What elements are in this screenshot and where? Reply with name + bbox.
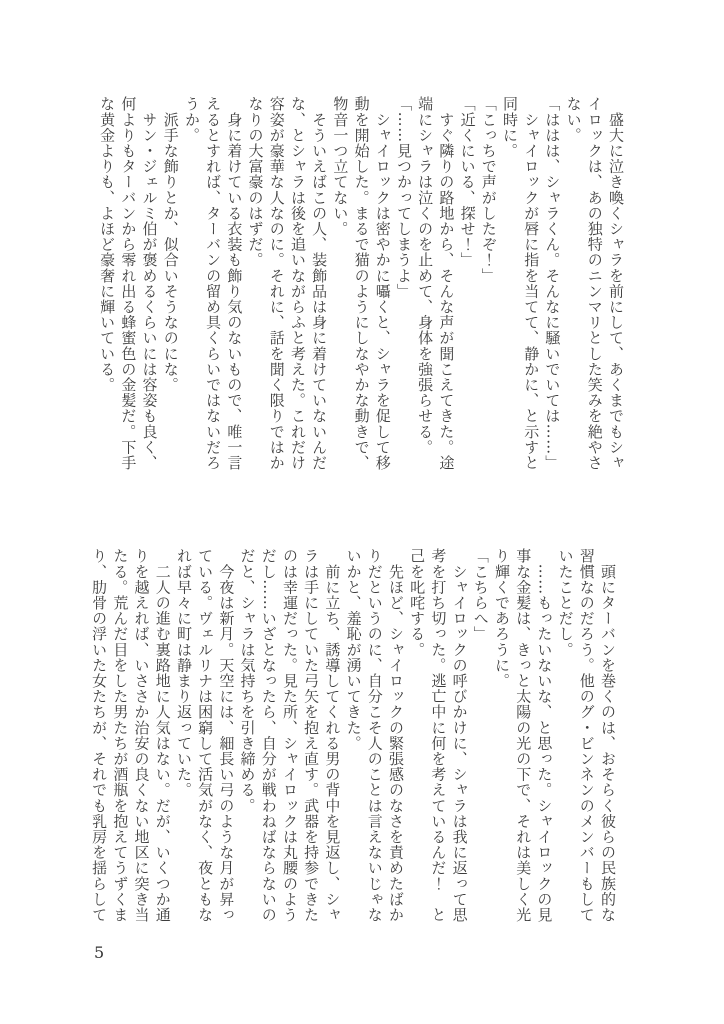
text-column: 前に立ち、誘導してくれる男の背中を見返し、シャ (323, 548, 342, 923)
text-column: 身に着けている衣装も飾り気のないもので、唯一言 (225, 96, 244, 471)
text-column: 容姿が豪華な人なのに。それに、話を聞く限りではか (267, 96, 286, 471)
text-column: 「こちらへ」 (471, 548, 490, 642)
text-column: 二人の進む裏路地に人気はない。だが、いくつか通 (153, 548, 172, 923)
text-column: いたことだし。 (556, 548, 575, 658)
page-number: 5 (94, 943, 105, 962)
text-column: シャイロックの呼びかけに、シャラは我に返って思 (450, 548, 469, 923)
text-column: 先ほど、シャイロックの緊張感のなさを責めたばか (386, 548, 405, 923)
text-column: 「ははは、シャラくん。そんなに騒いでいては……」 (543, 96, 562, 471)
text-column: シャイロックは密やかに囁くと、シャラを促して移 (373, 96, 392, 471)
text-column: り輝くであろうに。 (492, 548, 511, 689)
text-column: イロックは、あの独特のニンマリとした笑みを絶やさ (585, 96, 604, 471)
text-column: いかと、羞恥が湧いてきた。 (344, 548, 363, 751)
text-column: 端にシャラは泣くのを止めて、身体を強張らせる。 (416, 96, 435, 455)
text-column: 「……見つかってしまうよ」 (394, 96, 413, 299)
text-column: 考を打ち切った。逃亡中に何を考えているんだ！ と (429, 548, 448, 923)
text-column: 今夜は新月。天空には、細長い弓のような月が昇っ (217, 548, 236, 923)
text-column: ない。 (564, 96, 583, 143)
text-column: シャイロックが唇に指を当てて、静かに、と示すと (522, 96, 541, 471)
text-column: ラは手にしていた弓矢を抱え直す。武器を持参できた (302, 548, 321, 923)
text-column: だし……いざとなったら、自分が戦わねばならないの (259, 548, 278, 923)
text-column: のは幸運だった。見た所、シャイロックは丸腰のよう (280, 548, 299, 923)
text-column: 「近くにいる、探せ！」 (458, 96, 477, 268)
text-column: えるとすれば、ターバンの留め具くらいではないだろ (204, 96, 223, 471)
text-column: 派手な飾りとか、似合いそうなのにな。 (161, 96, 180, 393)
text-column: れば早々に町は静まり返っていた。 (174, 548, 193, 798)
text-column: 己を叱咤する。 (408, 548, 427, 658)
text-column: サン・ジェルミ伯が褒めるくらいには容姿も良く、 (140, 96, 159, 471)
text-column: 頭にターバンを巻くのは、おそらく彼らの民族的な (599, 548, 617, 923)
text-column: なりの大富豪のはずだ。 (246, 96, 265, 268)
text-column: 「こっちで声がしたぞ！」 (479, 96, 498, 284)
text-column: たる。荒んだ目をした男たちが酒瓶を抱えてうずくま (111, 548, 130, 923)
text-column: 習慣なのだろう。他のグ・ビンネンのメンバーもして (577, 548, 596, 923)
text-column: 物音一つ立てない。 (331, 96, 350, 237)
text-column: だと、シャラは気持ちを引き締める。 (238, 548, 257, 814)
text-column: 同時に。 (500, 96, 519, 159)
text-column: な、とシャラは後を追いながらふと考えた。これだけ (288, 96, 307, 471)
text-column: な黄金よりも、よほど豪奢に輝いている。 (98, 96, 117, 393)
text-column: 事な金髪は、きっと太陽の光の下で、それは美しく光 (514, 548, 533, 923)
text-column: ている。ヴェルリナは困窮して活気がなく、夜ともな (196, 548, 215, 923)
text-column: 動を開始した。まるで猫のようにしなやかな動きで、 (352, 96, 371, 471)
text-column: りを越えれば、いささか治安の良くない地区に突き当 (132, 548, 151, 923)
text-column: ……もったいないな、と思った。シャイロックの見 (535, 548, 554, 923)
text-block-bottom (88, 548, 618, 924)
text-column: 盛大に泣き喚くシャラを前にして、あくまでもシャ (607, 96, 625, 471)
text-column: すぐ隣りの路地から、そんな声が聞こえてきた。途 (437, 96, 456, 471)
text-column: そういえばこの人、装飾品は身に着けていないんだ (310, 96, 329, 471)
text-column: り、肋骨の浮いた女たちが、それでも乳房を揺らして (90, 548, 109, 923)
text-block-top (96, 96, 626, 472)
text-column: りだというのに、自分こそ人のことは言えないじゃな (365, 548, 384, 923)
text-column: 何よりもターバンから零れ出る蜂蜜色の金髪だ。下手 (119, 96, 138, 471)
text-column: うか。 (182, 96, 201, 143)
